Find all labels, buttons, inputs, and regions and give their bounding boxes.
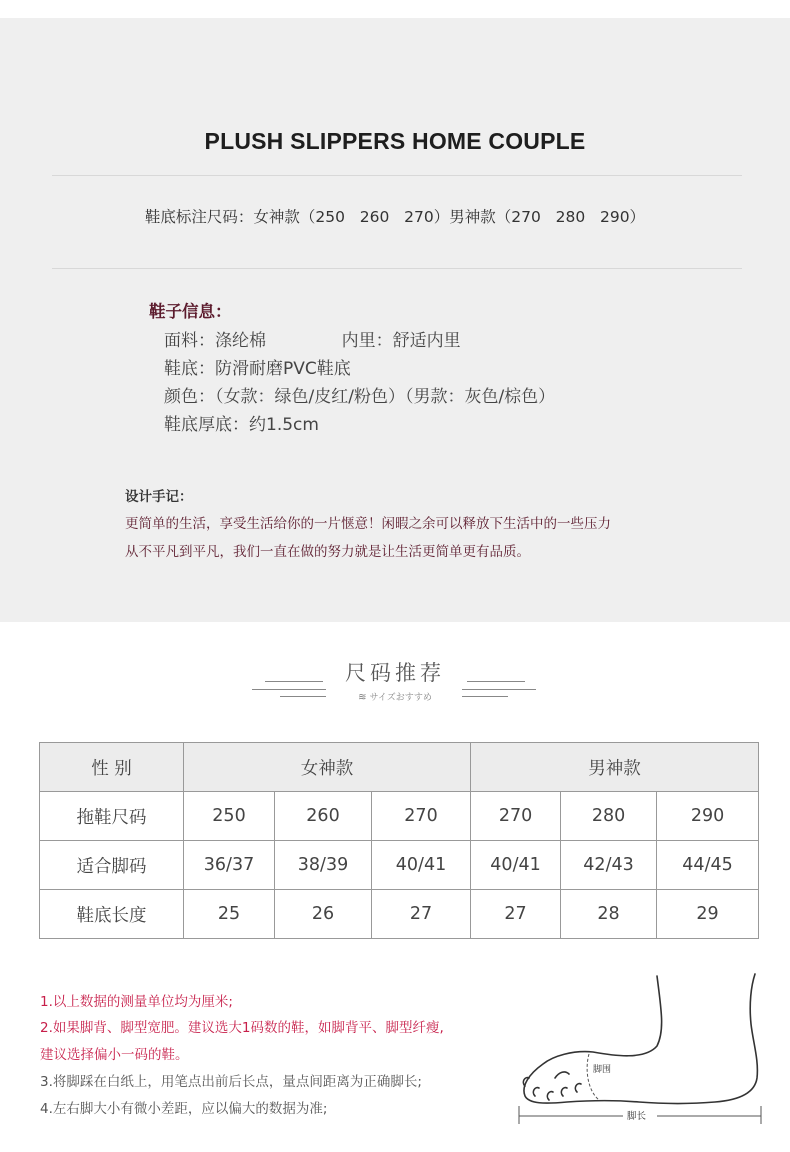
table-cell: 250 (184, 792, 275, 841)
table-cell: 27 (372, 890, 471, 939)
table-cell: 42/43 (561, 841, 657, 890)
table-cell: 40/41 (372, 841, 471, 890)
table-cell: 25 (184, 890, 275, 939)
row-label: 鞋底长度 (40, 890, 184, 939)
table-cell: 260 (275, 792, 372, 841)
design-notes-heading: 设计手记： (125, 489, 193, 505)
info-color: 颜色：（女款：绿色/皮红/粉色）（男款：灰色/棕色） (164, 387, 556, 407)
table-cell: 27 (471, 890, 561, 939)
table-row (40, 841, 759, 890)
table-cell: 270 (372, 792, 471, 841)
table-cell: 26 (275, 890, 372, 939)
table-header-row (40, 743, 759, 792)
table-cell: 270 (471, 792, 561, 841)
girth-label: 脚围 (593, 1065, 612, 1075)
size-section-subtitle (0, 690, 790, 703)
size-section-title: 尺码推荐 (345, 661, 445, 685)
table-cell: 40/41 (471, 841, 561, 890)
info-material: 面料：涤纶棉 内里：舒适内里 (164, 331, 461, 351)
girth-line (587, 1054, 599, 1100)
design-notes-line: 更简单的生活，享受生活给你的一片惬意！闲暇之余可以释放下生活中的一些压力 (125, 516, 611, 532)
header-gender: 性 别 (40, 743, 184, 792)
note-2: 2.如果脚背、脚型宽肥。建议选大1码数的鞋，如脚背平、脚型纤瘦, (40, 1020, 444, 1036)
size-table (39, 742, 759, 939)
info-sole: 鞋底：防滑耐磨PVC鞋底 (164, 359, 351, 379)
header-women: 女神款 (184, 743, 471, 792)
foot-measure-diagram (515, 968, 765, 1128)
shoe-info-heading: 鞋子信息： (149, 302, 232, 321)
note-2-cont: 建议选择偏小一码的鞋。 (40, 1047, 189, 1063)
size-label-note: 鞋底标注尺码：女神款（250 260 270）男神款（270 280 290） (144, 208, 646, 226)
table-cell: 36/37 (184, 841, 275, 890)
length-label: 脚长 (627, 1111, 647, 1122)
table-cell: 290 (657, 792, 759, 841)
table-cell: 28 (561, 890, 657, 939)
table-row (40, 792, 759, 841)
page-title: PLUSH SLIPPERS HOME COUPLE (204, 128, 586, 154)
divider-bottom (52, 268, 742, 269)
note-1: 1.以上数据的测量单位均为厘米; (40, 994, 233, 1010)
table-cell: 38/39 (275, 841, 372, 890)
table-cell: 280 (561, 792, 657, 841)
info-thickness: 鞋底厚底：约1.5cm (164, 415, 319, 435)
row-label: 拖鞋尺码 (40, 792, 184, 841)
foot-outline-icon (523, 974, 757, 1104)
note-4: 4.左右脚大小有微小差距，应以偏大的数据为准; (40, 1101, 328, 1117)
wave-icon: ≋ (358, 692, 367, 703)
divider-top (52, 175, 742, 176)
row-label: 适合脚码 (40, 841, 184, 890)
header-men: 男神款 (471, 743, 759, 792)
table-cell: 29 (657, 890, 759, 939)
note-3: 3.将脚踩在白纸上，用笔点出前后长点，量点间距离为正确脚长; (40, 1074, 422, 1090)
design-notes-line: 从不平凡到平凡，我们一直在做的努力就是让生活更简单更有品质。 (125, 544, 530, 560)
size-section-subtitle-text: サイズおすすめ (369, 693, 432, 703)
table-row (40, 890, 759, 939)
table-cell: 44/45 (657, 841, 759, 890)
